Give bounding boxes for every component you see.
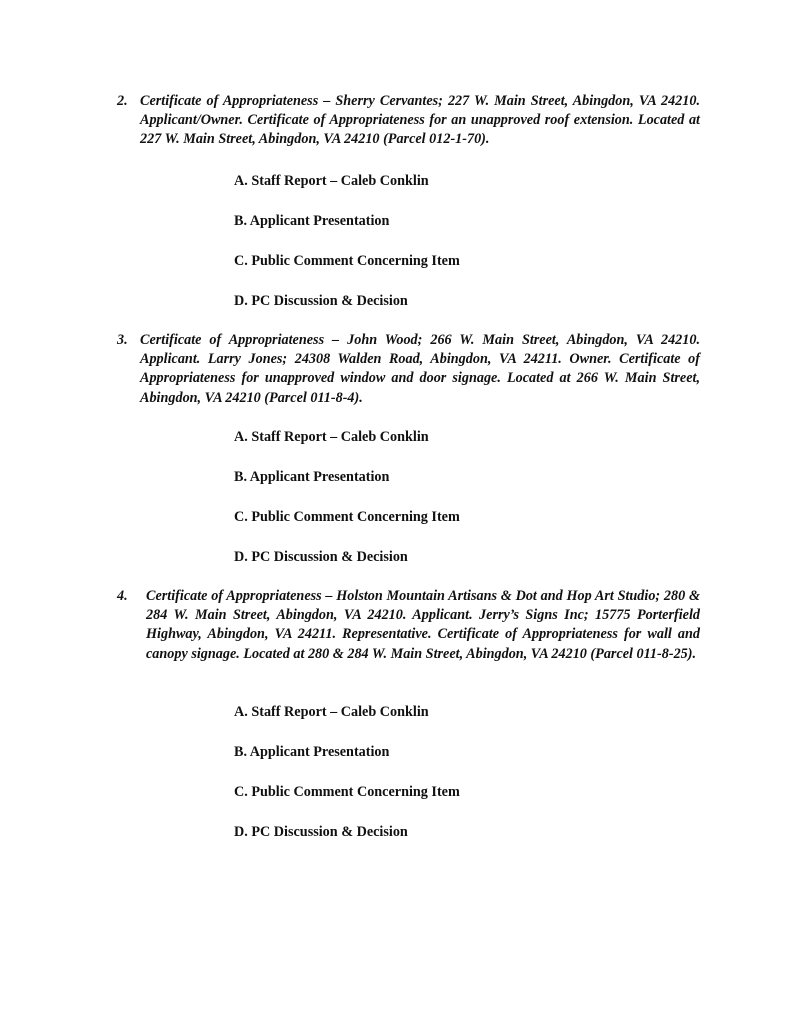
subitem-staff-report: A. Staff Report – Caleb Conklin <box>234 173 429 189</box>
subitem-applicant-presentation: B. Applicant Presentation <box>234 744 390 760</box>
item-number: 4. <box>117 588 128 604</box>
subitem-pc-discussion: D. PC Discussion & Decision <box>234 824 408 840</box>
item-description: Certificate of Appropriateness – Sherry Cervantes; 227 W. Main Street, Abingdon, VA 24210. Applicant/Owner. Certificate of Appropriateness for an unapproved roof extension. Located at 227 W. Main Street, Abingdon, VA 24210 (Parcel 012-1-70). <box>140 93 700 148</box>
subitem-public-comment: C. Public Comment Concerning Item <box>234 509 460 525</box>
subitem-public-comment: C. Public Comment Concerning Item <box>234 784 460 800</box>
item-number: 2. <box>117 93 128 109</box>
item-description: Certificate of Appropriateness – Holston Mountain Artisans & Dot and Hop Art Studio; 280 & 284 W. Main Street, Abingdon, VA 24210. Applicant. Jerry’s Signs Inc; 15775 Porterfield Highway, Abingdon, VA 24211. Representative. Certificate of Appropriateness for wall and canopy signage. Located at 280 & 284 W. Main Street, Abingdon, VA 24210 (Parcel 011-8-25). <box>146 588 700 662</box>
subitem-pc-discussion: D. PC Discussion & Decision <box>234 293 408 309</box>
subitem-pc-discussion: D. PC Discussion & Decision <box>234 549 408 565</box>
item-number: 3. <box>117 332 128 348</box>
subitem-applicant-presentation: B. Applicant Presentation <box>234 469 390 485</box>
item-description: Certificate of Appropriateness – John Wood; 266 W. Main Street, Abingdon, VA 24210. Applicant. Larry Jones; 24308 Walden Road, Abingdon, VA 24211. Owner. Certificate of Appropriateness for unapproved window and door signage. Located at 266 W. Main Street, Abingdon, VA 24210 (Parcel 011-8-4). <box>140 332 700 406</box>
subitem-staff-report: A. Staff Report – Caleb Conklin <box>234 429 429 445</box>
subitem-public-comment: C. Public Comment Concerning Item <box>234 253 460 269</box>
subitem-applicant-presentation: B. Applicant Presentation <box>234 213 390 229</box>
subitem-staff-report: A. Staff Report – Caleb Conklin <box>234 704 429 720</box>
